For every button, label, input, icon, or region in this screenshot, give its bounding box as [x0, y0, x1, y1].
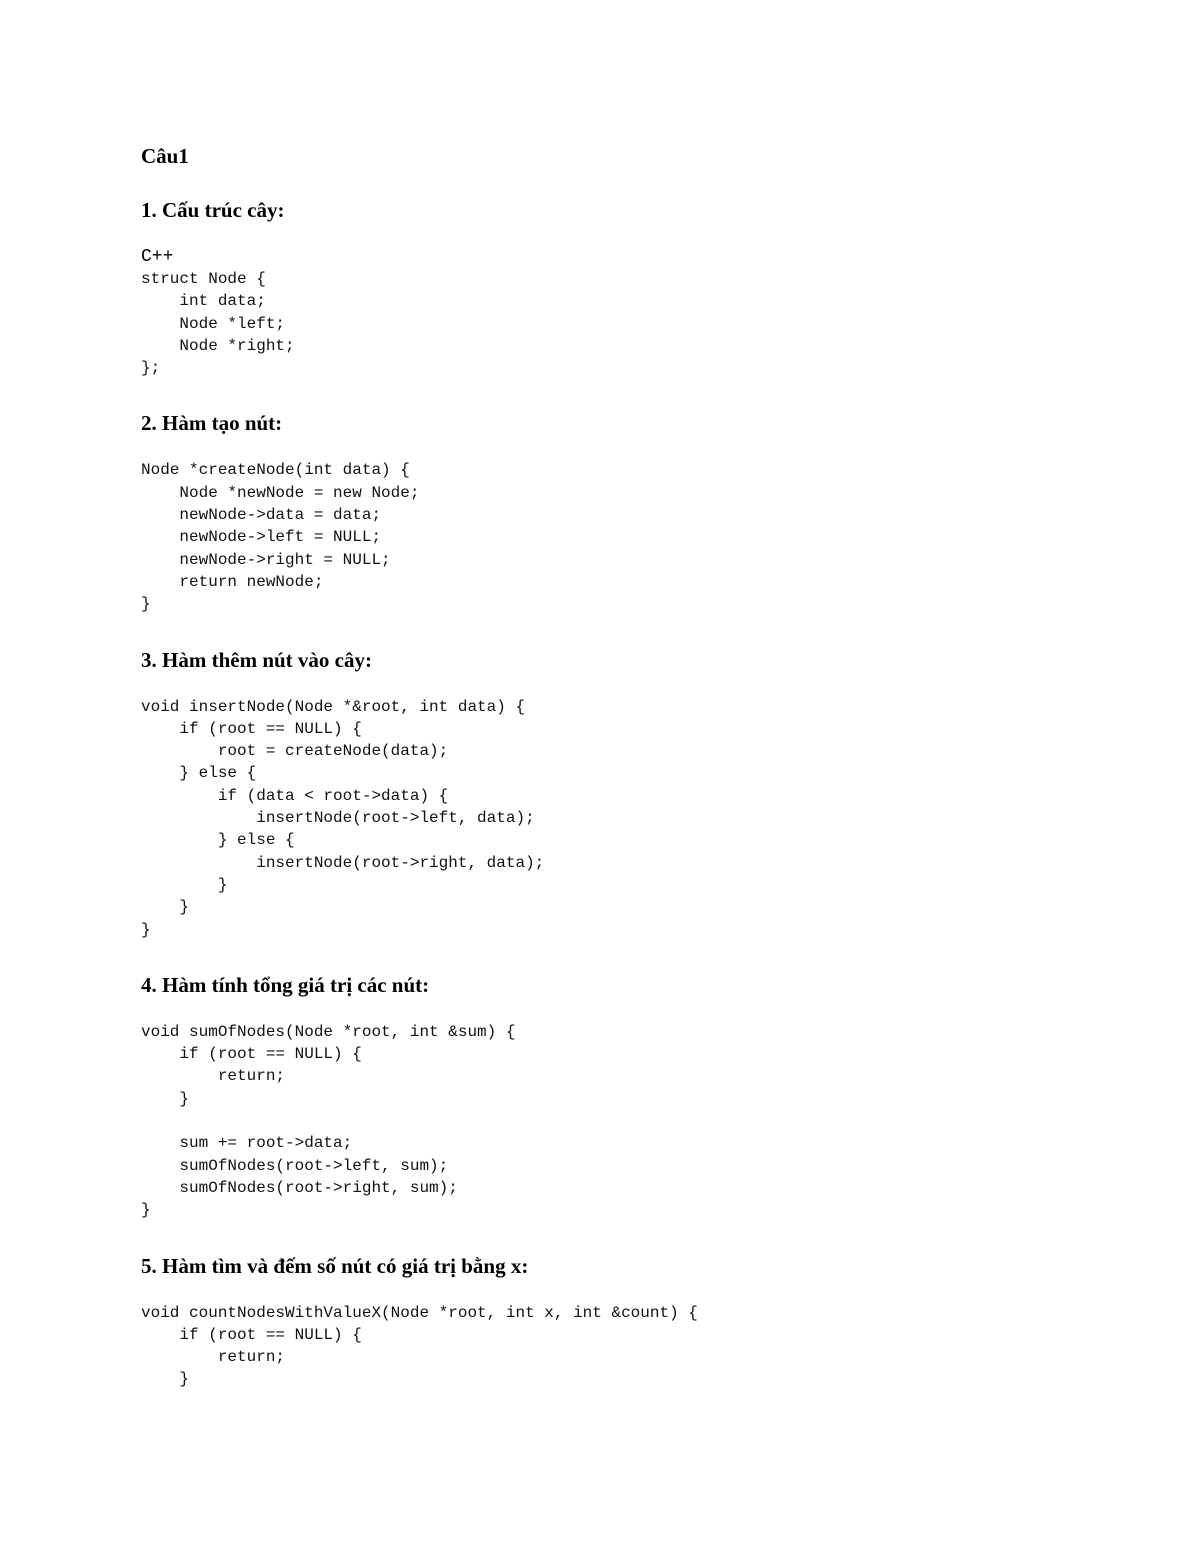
section-heading: 2. Hàm tạo nút:	[141, 411, 283, 436]
section-tree-structure	[141, 194, 1101, 379]
section-heading: 3. Hàm thêm nút vào cây:	[141, 647, 372, 672]
code-language-label: C++	[141, 247, 174, 267]
code-block: void sumOfNodes(Node *root, int &sum) { if (root == NULL) { return; } sum += root->data; sumOfNodes(root->left, sum); sumOfNodes(root->right, sum); }	[141, 1022, 516, 1220]
section-sum-of-nodes	[141, 969, 1101, 1222]
section-create-node	[141, 407, 1101, 615]
section-count-nodes	[141, 1250, 1101, 1391]
section-heading: 4. Hàm tính tổng giá trị các nút:	[141, 972, 430, 997]
section-insert-node	[141, 644, 1101, 941]
code-block: Node *createNode(int data) { Node *newNode = new Node; newNode->data = data; newNode->left = NULL; newNode->right = NULL; return newNode; }	[141, 461, 420, 614]
document-title: Câu1	[141, 144, 189, 168]
section-heading: 1. Cấu trúc cây:	[141, 198, 285, 222]
code-block: struct Node { int data; Node *left; Node *right; };	[141, 270, 295, 378]
document-content	[141, 140, 1101, 1419]
code-block: void countNodesWithValueX(Node *root, int x, int &count) { if (root == NULL) { return; }	[141, 1303, 698, 1389]
section-heading: 5. Hàm tìm và đếm số nút có giá trị bằng x:	[141, 1253, 529, 1278]
code-block: void insertNode(Node *&root, int data) { if (root == NULL) { root = createNode(data); } else { if (data < root->data) { insertNode(root->left, data); } else { insertNode(root->right, data); } } }	[141, 697, 545, 939]
